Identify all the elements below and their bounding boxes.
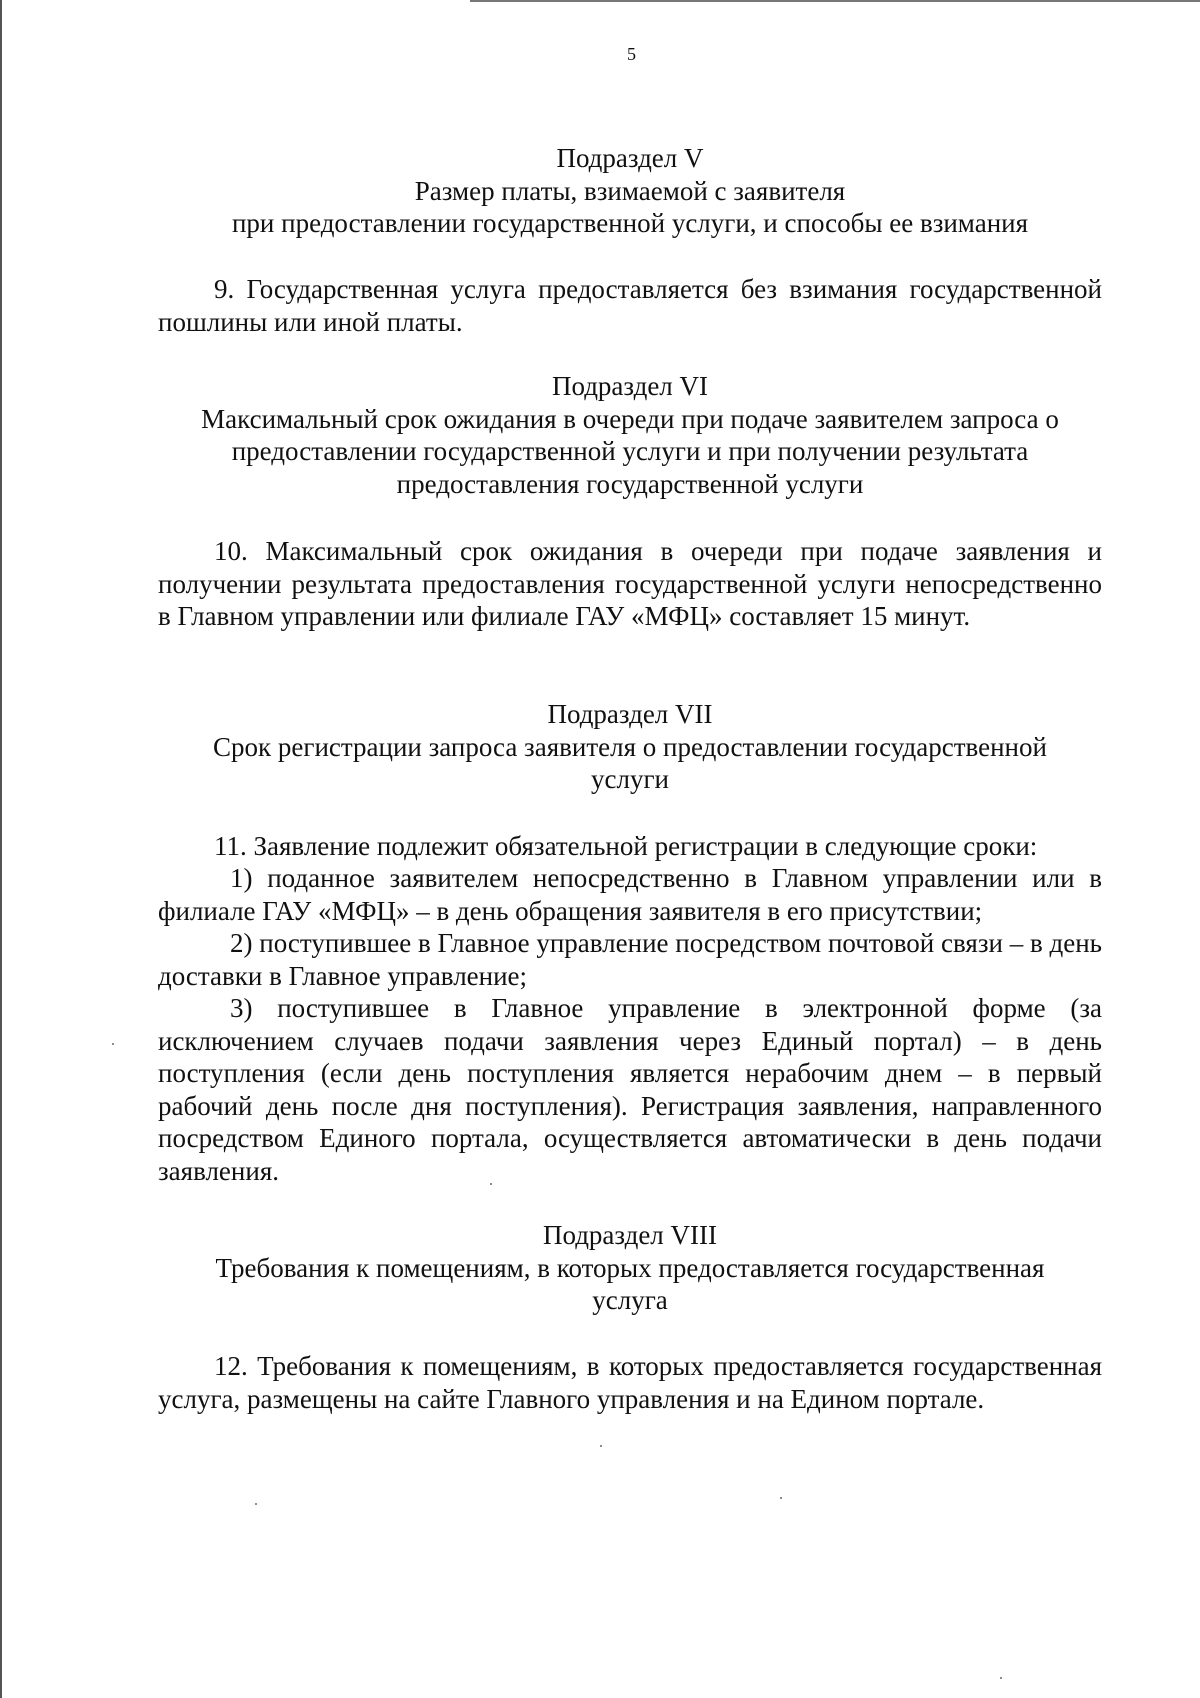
section-6-subtitle-line-1: Максимальный срок ожидания в очереди при подаче заявителем запроса о [201, 403, 1059, 434]
paragraph-9: 9. Государственная услуга предоставляется без взимания государственной пошлины или иной платы. [158, 274, 1102, 337]
scan-speck [780, 1497, 782, 1499]
section-5-title: Подраздел V [556, 143, 704, 173]
scan-left-edge [0, 0, 2, 1698]
paragraph-12: 12. Требования к помещениям, в которых предоставляется государственная услуга, размещены на сайте Главного управления и на Едином портале. [158, 1351, 1102, 1414]
paragraph-11: 11. Заявление подлежит обязательной регистрации в следующие сроки: [214, 831, 1038, 861]
section-6-title: Подраздел VI [551, 371, 709, 401]
section-6-heading [150, 370, 1110, 500]
section-6-subtitle-line-3: предоставления государственной услуги [396, 468, 864, 499]
paragraph-11-item-2: 2) поступившее в Главное управление посредством почтовой связи – в день доставки в Главное управление; [158, 928, 1102, 991]
paragraph-11-item-1: 1) поданное заявителем непосредственно в Главном управлении или в филиале ГАУ «МФЦ» – в день обращения заявителя в его присутствии; [158, 863, 1102, 926]
paragraph-11-item-3: 3) поступившее в Главное управление в электронной форме (за исключением случаев подачи заявления через Единый портал) – в день поступления (если день поступления является нерабочим днем – в первый рабочий день после дня поступления). Регистрация заявления, направленного посредством Единого портала, осуществляется автоматически в день подачи заявления. [158, 993, 1102, 1186]
scan-speck [255, 1503, 257, 1505]
scan-speck [112, 1043, 114, 1045]
section-7-heading [150, 698, 1110, 796]
section-5-subtitle-line-2: при предоставлении государственной услуги, и способы ее взимания [231, 208, 1029, 238]
section-7-subtitle-line-2: услуги [591, 764, 669, 794]
section-7-subtitle-line-1: Срок регистрации запроса заявителя о предоставлении государственной [213, 731, 1047, 762]
section-6-subtitle-line-2: предоставлении государственной услуги и при получении результата [231, 436, 1029, 466]
scan-speck [490, 1183, 492, 1185]
section-8-title: Подраздел VIII [542, 1220, 718, 1250]
paragraph-10: 10. Максимальный срок ожидания в очереди при подаче заявления и получении результата предоставления государственной услуги непосредственно в Главном управлении или филиале ГАУ «МФЦ» составляет 15 минут. [158, 536, 1102, 631]
section-8-heading [150, 1219, 1110, 1317]
scan-speck [1000, 1677, 1002, 1679]
section-5-heading [150, 142, 1110, 240]
section-7-title: Подраздел VII [547, 699, 713, 729]
section-8-subtitle-line-1: Требования к помещениям, в которых предоставляется государственная [215, 1252, 1045, 1283]
scan-top-edge [470, 0, 1200, 2]
page-number: 5 [627, 44, 636, 64]
scan-speck [600, 1445, 602, 1447]
section-5-subtitle-line-1: Размер платы, взимаемой с заявителя [414, 175, 846, 206]
section-8-subtitle-line-2: услуга [592, 1285, 668, 1315]
